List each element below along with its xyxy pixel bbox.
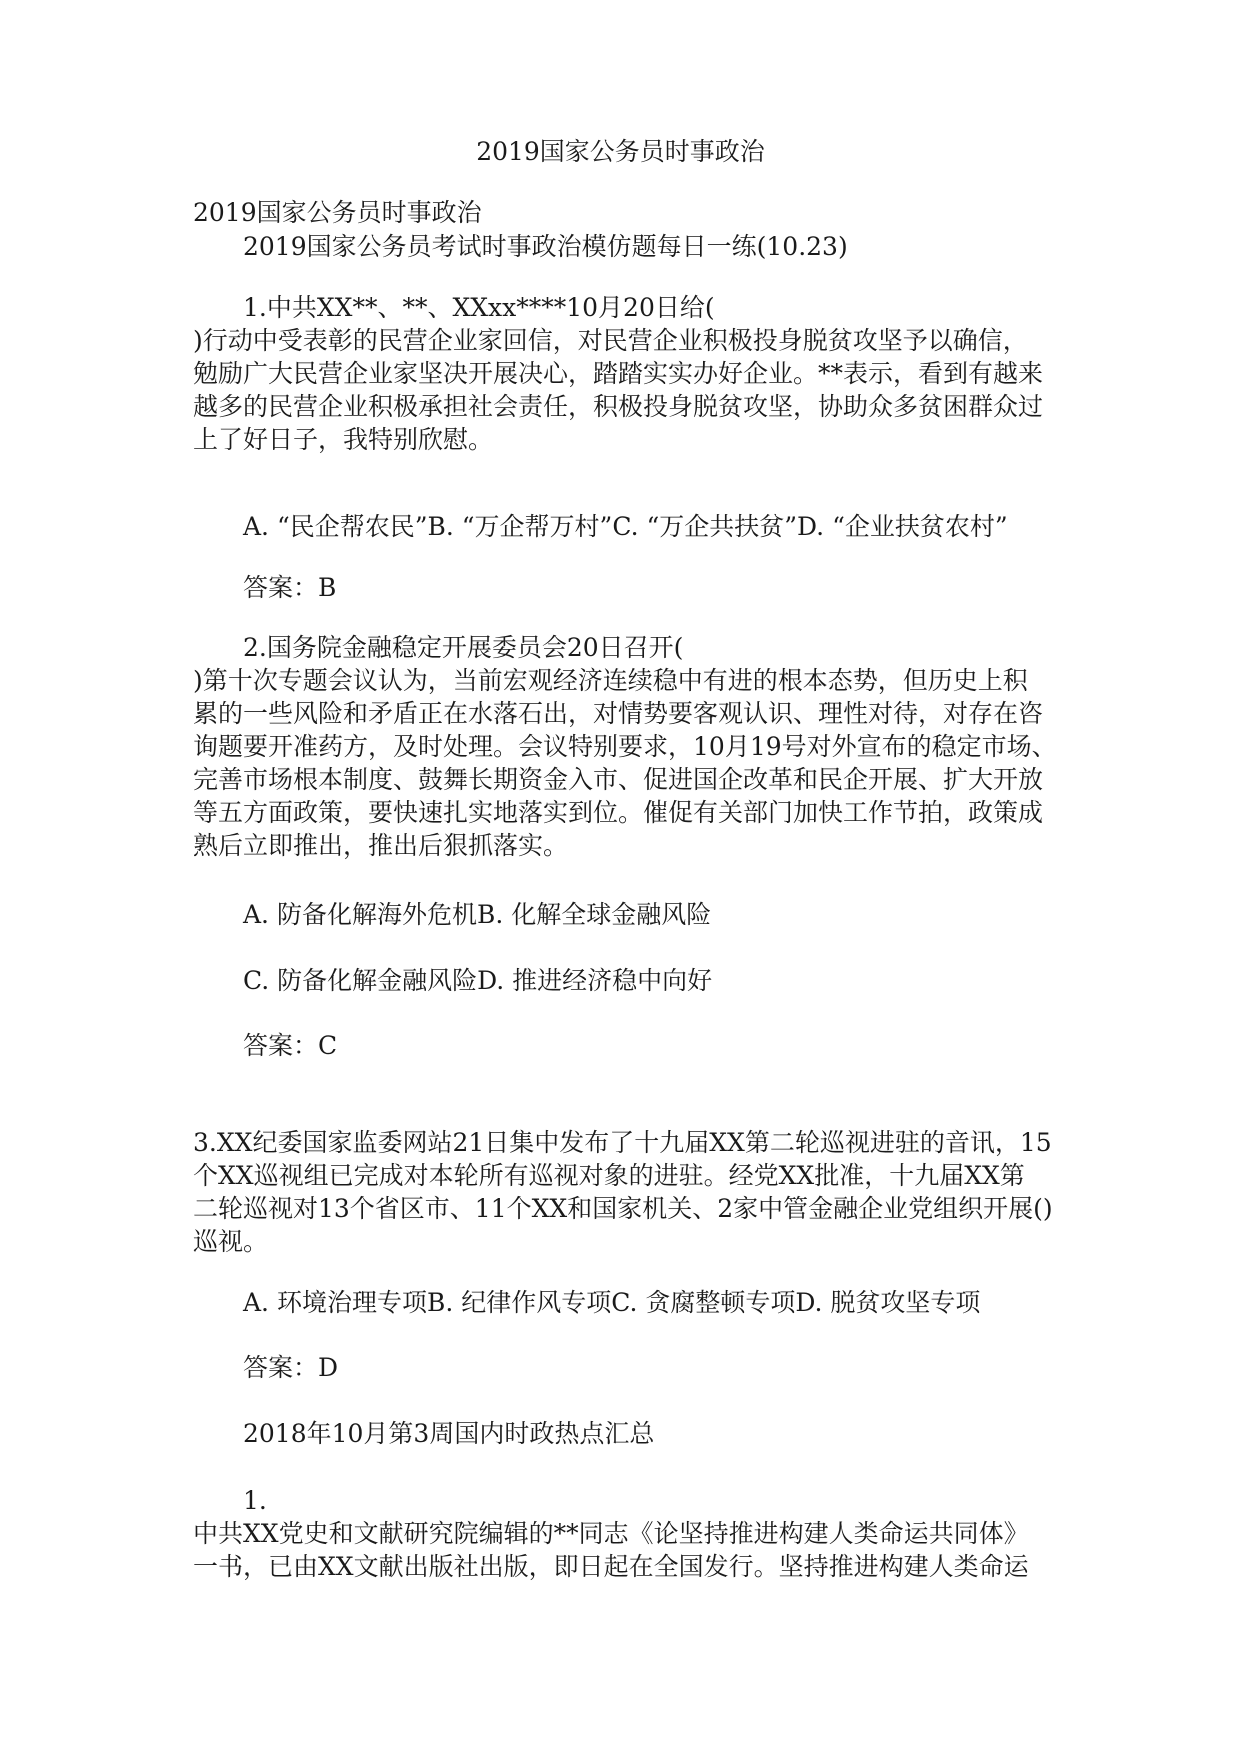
q2-line: 累的一些风险和矛盾正在水落石出，对情势要客观认识、理性对待，对存在咨 [193, 699, 1044, 728]
q1-line: 上了好日子，我特别欣慰。 [193, 425, 494, 454]
q2-line: )第十次专题会议认为，当前宏观经济连续稳中有进的根本态势，但历史上积 [193, 666, 1028, 695]
q3-line: 3.XX纪委国家监委网站21日集中发布了十九届XX第二轮巡视进驻的音讯，15 [193, 1128, 1052, 1157]
q3-line: 巡视。 [193, 1227, 269, 1256]
document-title: 2019国家公务员时事政治 [476, 137, 765, 166]
q2-line: 等五方面政策，要快速扎实地落实到位。催促有关部门加快工作节拍，政策成 [193, 798, 1044, 827]
q1-options: A. “民企帮农民”B. “万企帮万村”C. “万企共扶贫”D. “企业扶贫农村” [243, 512, 1008, 541]
section2-title: 2018年10月第3周国内时政热点汇总 [243, 1419, 655, 1448]
q3-answer: 答案：D [243, 1353, 339, 1382]
section2-line: 中共XX党史和文献研究院编辑的**同志《论坚持推进构建人类命运共同体》 [193, 1519, 1029, 1548]
section2-item-number: 1. [243, 1486, 267, 1515]
q1-line: 1.中共XX**、**、XXxx****10月20日给( [243, 293, 715, 322]
q2-line: 2.国务院金融稳定开展委员会20日召开( [243, 633, 684, 662]
q2-answer: 答案：C [243, 1031, 338, 1060]
q1-answer: 答案：B [243, 573, 337, 602]
q1-line: 越多的民营企业积极承担社会责任，积极投身脱贫攻坚，协助众多贫困群众过 [193, 392, 1044, 421]
q2-line: 熟后立即推出，推出后狠抓落实。 [193, 831, 569, 860]
document-heading: 2019国家公务员时事政治 [193, 198, 482, 227]
q2-options: A. 防备化解海外危机B. 化解全球金融风险 [243, 900, 712, 929]
document-subheading: 2019国家公务员考试时事政治模仿题每日一练(10.23) [243, 232, 848, 261]
q3-line: 个XX巡视组已完成对本轮所有巡视对象的进驻。经党XX批准，十九届XX第 [193, 1161, 1025, 1190]
q2-line: 询题要开准药方，及时处理。会议特别要求，10月19号对外宣布的稳定市场、 [193, 732, 1057, 761]
q2-options: C. 防备化解金融风险D. 推进经济稳中向好 [243, 966, 713, 995]
q1-line: 勉励广大民营企业家坚决开展决心，踏踏实实办好企业。**表示，看到有越来 [193, 359, 1044, 388]
q3-options: A. 环境治理专项B. 纪律作风专项C. 贪腐整顿专项D. 脱贫攻坚专项 [243, 1288, 981, 1317]
q1-line: )行动中受表彰的民营企业家回信，对民营企业积极投身脱贫攻坚予以确信， [193, 326, 1028, 355]
q3-line: 二轮巡视对13个省区市、11个XX和国家机关、2家中管金融企业党组织开展() [193, 1194, 1053, 1223]
section2-line: 一书，已由XX文献出版社出版，即日起在全国发行。坚持推进构建人类命运 [193, 1552, 1029, 1581]
q2-line: 完善市场根本制度、鼓舞长期资金入市、促进国企改革和民企开展、扩大开放 [193, 765, 1044, 794]
